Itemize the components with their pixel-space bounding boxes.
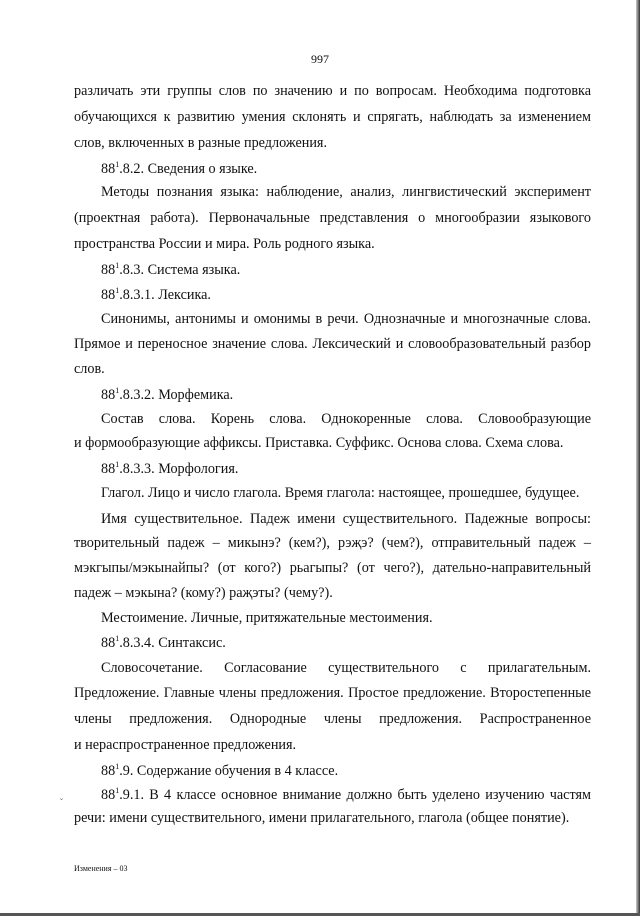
section-superscript: 1: [115, 634, 120, 643]
paragraph-line: Методы познания языка: наблюдение, анализ, лингвистический эксперимент: [101, 184, 591, 200]
section-heading: [101, 161, 591, 178]
section-number: 88: [101, 387, 116, 403]
section-title: .8.3. Система языка.: [119, 262, 241, 278]
paragraph-line: Глагол. Лицо и число глагола. Время глагола: настоящее, прошедшее, будущее.: [101, 485, 580, 501]
section-superscript: 1: [115, 160, 120, 169]
paragraph-line: пространства России и мира. Роль родного языка.: [74, 236, 375, 252]
scan-speck: ˘: [60, 797, 63, 807]
section-heading: [101, 763, 591, 780]
section-heading: [101, 387, 591, 404]
section-title: .8.3.3. Морфология.: [119, 461, 239, 477]
paragraph-line: Состав слова. Корень слова. Однокоренные слова. Словообразующие: [101, 411, 591, 427]
footer-note: Изменения – 03: [74, 864, 128, 873]
page-number: 997: [311, 52, 329, 66]
section-title: .9.1. В 4 классе основное внимание должно быть уделено изучению частям: [119, 787, 591, 803]
section-title: .8.3.2. Морфемика.: [119, 387, 234, 403]
paragraph-line: слов, включенных в разные предложения.: [74, 135, 327, 151]
section-title: .8.3.4. Синтаксис.: [119, 635, 226, 651]
paragraph-line: Местоимение. Личные, притяжательные местоимения.: [101, 610, 433, 626]
paragraph-line: Синонимы, антонимы и омонимы в речи. Однозначные и многозначные слова.: [101, 311, 591, 327]
section-heading: [101, 787, 591, 804]
paragraph-line: Прямое и переносное значение слова. Лексический и словообразовательный разбор: [74, 336, 591, 352]
paragraph-line: Имя существительное. Падеж имени существительного. Падежные вопросы:: [101, 511, 591, 527]
paragraph-line: члены предложения. Однородные члены предложения. Распространенное: [74, 711, 591, 727]
section-superscript: 1: [115, 460, 120, 469]
section-heading: [101, 461, 591, 478]
section-heading: [101, 262, 591, 279]
section-superscript: 1: [115, 386, 120, 395]
paragraph-line: мэкгыпы/мэкынайпы? (от кого?) рьагыпы? (от чего?), дательно-направительный: [74, 560, 591, 576]
section-superscript: 1: [115, 286, 120, 295]
paragraph-line: (проектная работа). Первоначальные представления о многообразии языкового: [74, 210, 591, 226]
paragraph-line: речи: имени существительного, имени прилагательного, глагола (общее понятие).: [74, 810, 570, 826]
section-number: 88: [101, 461, 116, 477]
paragraph-line: Словосочетание. Согласование существительного с прилагательным.: [101, 660, 591, 676]
paragraph-line: падеж – мэкына? (кому?) раҗэты? (чему?).: [74, 585, 333, 601]
paragraph-line: различать эти группы слов по значению и по вопросам. Необходима подготовка: [74, 83, 591, 99]
paragraph-line: Предложение. Главные члены предложения. Простое предложение. Второстепенные: [74, 685, 591, 701]
section-heading: [101, 635, 591, 652]
section-title: .9. Содержание обучения в 4 классе.: [119, 763, 339, 779]
section-number: 88: [101, 763, 116, 779]
section-title: .8.2. Сведения о языке.: [119, 161, 258, 177]
section-superscript: 1: [115, 762, 120, 771]
section-heading: [101, 287, 591, 304]
section-superscript: 1: [115, 261, 120, 270]
paragraph-line: творительный падеж – микынэ? (кем?), рэҗэ? (чем?), отправительный падеж –: [74, 535, 591, 551]
section-number: 88: [101, 161, 116, 177]
section-number: 88: [101, 287, 116, 303]
paragraph-line: и формообразующие аффиксы. Приставка. Суффикс. Основа слова. Схема слова.: [74, 435, 564, 451]
section-number: 88: [101, 635, 116, 651]
paragraph-line: и нераспространенное предложения.: [74, 737, 297, 753]
section-superscript: 1: [115, 786, 120, 795]
section-number: 88: [101, 787, 116, 803]
paragraph-line: обучающихся к развитию умения склонять и спрягать, наблюдать за изменением: [74, 109, 591, 125]
section-title: .8.3.1. Лексика.: [119, 287, 211, 303]
paragraph-line: слов.: [74, 361, 105, 377]
section-number: 88: [101, 262, 116, 278]
scan-edge-right: [636, 0, 640, 916]
